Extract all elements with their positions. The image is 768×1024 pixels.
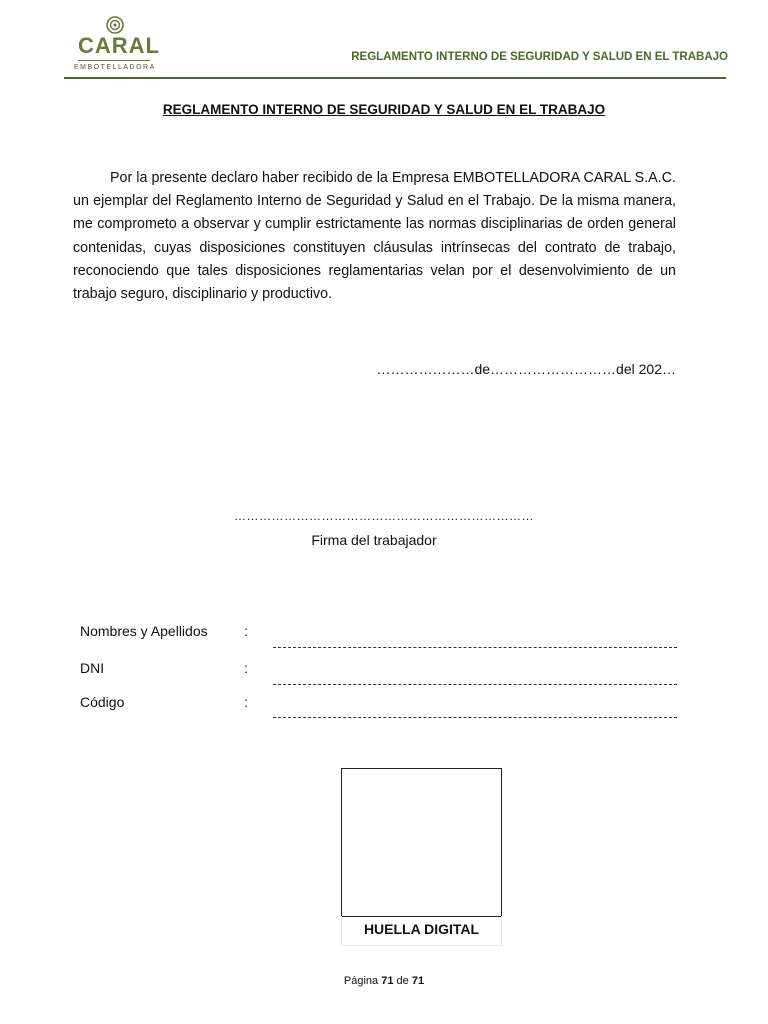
declaration-paragraph — [73, 167, 676, 306]
header-title: REGLAMENTO INTERNO DE SEGURIDAD Y SALUD EN EL TRABAJO — [351, 51, 728, 63]
page-of: de — [396, 975, 409, 987]
page-number — [0, 975, 768, 987]
logo-brand: CARAL — [78, 33, 160, 58]
field-colon: : — [244, 694, 248, 710]
names-field-line[interactable] — [273, 647, 677, 648]
field-label-dni: DNI — [80, 660, 105, 676]
field-label-code: Código — [80, 694, 125, 710]
logo-subtitle: EMBOTELLADORA — [74, 64, 156, 71]
page-word: Página — [343, 975, 379, 987]
thumbprint-box[interactable] — [341, 768, 502, 917]
field-label-names: Nombres y Apellidos — [80, 623, 208, 639]
header-divider — [64, 77, 726, 79]
document-title: REGLAMENTO INTERNO DE SEGURIDAD Y SALUD EN EL TRABAJO — [162, 102, 606, 117]
dni-field-line[interactable] — [273, 684, 677, 685]
field-colon: : — [244, 623, 248, 639]
company-logo — [74, 16, 160, 74]
date-line: …………………de………………………del 202… — [376, 361, 676, 377]
logo-divider — [78, 60, 150, 61]
thumbprint-label: HUELLA DIGITAL — [363, 921, 480, 937]
signature-line: ……………………………………………………………… — [234, 509, 534, 523]
declaration-text: Por la presente declaro haber recibido de la Empresa EMBOTELLADORA CARAL S.A.C. un ejemplar del Reglamento Interno de Seguridad y Salud en el Trabajo. De la misma manera, me comprometo a observar y cumplir estrictamente las normas disciplinarias de orden general contenidas, cuyas disposiciones constituyen cláusulas intrínsecas del contrato de trabajo, reconociendo que tales disposiciones reglamentarias velan por el desenvolvimiento de un trabajo seguro, disciplinario y productivo. — [73, 170, 676, 303]
field-colon: : — [244, 660, 248, 676]
code-field-line[interactable] — [273, 717, 677, 718]
page-current: 71 — [381, 975, 394, 987]
page-total: 71 — [411, 975, 425, 987]
signature-label: Firma del trabajador — [311, 532, 437, 548]
water-drop-emblem-icon — [106, 16, 124, 34]
